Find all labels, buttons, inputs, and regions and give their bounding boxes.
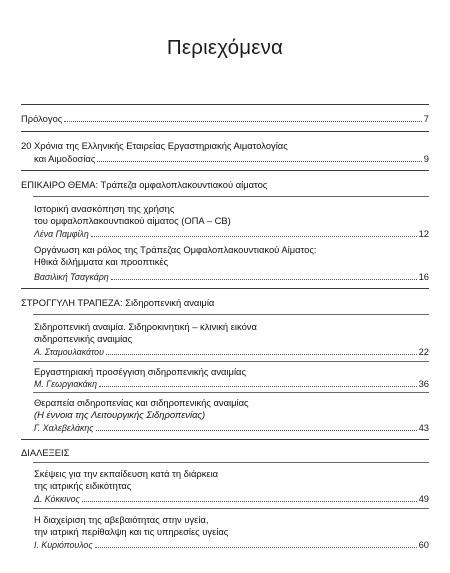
section-heading: ΣΤΡΟΓΓΥΛΗ ΤΡΑΠΕΖΑ: Σιδηροπενική αναιμία bbox=[21, 297, 215, 308]
section-divider bbox=[21, 439, 429, 440]
entry-title-line1: Θεραπεία σιδηροπενίας και σιδηροπενικής αναιμίας bbox=[34, 397, 249, 408]
page-number: 49 bbox=[418, 493, 429, 504]
subsection-divider bbox=[33, 361, 429, 362]
entry-title-line2: Ηθικά διλήμματα και προοπτικές bbox=[34, 256, 169, 267]
entry-title-line1: Εργαστηριακή προσέγγιση σιδηροπενικής αναιμίας bbox=[34, 366, 246, 377]
subsection-divider bbox=[33, 392, 429, 393]
entry-title-line2: (Η έννοια της Λειτουργικής Σιδηροπενίας) bbox=[34, 409, 206, 420]
toc-entry-prologue[interactable] bbox=[21, 113, 429, 125]
entry-title-line1: Οργάνωση και ρόλος της Τράπεζας Ομφαλοπλακουντιακού Αίματος: bbox=[34, 244, 317, 255]
leader-dots bbox=[106, 346, 417, 355]
entry-title-line1: Σιδηροπενική αναιμία. Σιδηροκινητική – κλινική εικόνα bbox=[34, 321, 257, 332]
entry-author: Α. Σταμουλακάτου bbox=[34, 347, 104, 357]
entry-title-line2: της ιατρικής ειδικότητας bbox=[34, 480, 132, 491]
page-number: 9 bbox=[423, 153, 429, 164]
leader-dots bbox=[95, 539, 417, 548]
toc-entry[interactable] bbox=[34, 271, 429, 283]
subsection-divider bbox=[33, 462, 429, 463]
toc-entry[interactable] bbox=[34, 422, 429, 434]
subsection-divider bbox=[33, 314, 429, 315]
page-title: Περιεχόμενα bbox=[166, 36, 284, 59]
entry-title-line1: Ιστορική ανασκόπηση της χρήσης bbox=[34, 203, 175, 214]
section-divider bbox=[21, 170, 429, 171]
entry-title-line1: Σκέψεις για την εκπαίδευση κατά τη διάρκεια bbox=[34, 468, 219, 479]
entry-author: Ι. Κυριόπουλος bbox=[34, 540, 93, 550]
entry-title-line1: 20 Χρόνια της Ελληνικής Εταιρείας Εργαστηριακής Αιματολογίας bbox=[21, 140, 288, 151]
leader-dots bbox=[111, 271, 417, 280]
toc-entry[interactable] bbox=[34, 539, 429, 551]
toc-entry[interactable] bbox=[34, 378, 429, 390]
leader-dots bbox=[91, 228, 417, 237]
subsection-divider bbox=[33, 196, 429, 197]
subsection-divider bbox=[33, 508, 429, 509]
entry-title-line2: και Αιμοδοσίας bbox=[34, 153, 96, 164]
section-divider bbox=[21, 104, 429, 105]
entry-author: Δ. Κόκκινος bbox=[34, 494, 80, 504]
section-divider bbox=[21, 131, 429, 132]
entry-title-line2: την ιατρική περίθαλψη και τις υπηρεσίες υγείας bbox=[34, 526, 229, 537]
leader-dots bbox=[82, 493, 417, 502]
toc-entry[interactable] bbox=[34, 493, 429, 505]
entry-title-line2: σιδηροπενικής αναιμίας bbox=[34, 333, 133, 344]
entry-title: Πρόλογος bbox=[21, 113, 63, 124]
leader-dots bbox=[96, 422, 417, 431]
page-number: 12 bbox=[418, 228, 429, 239]
leader-dots bbox=[97, 153, 421, 162]
page-number: 22 bbox=[418, 346, 429, 357]
section-divider bbox=[21, 288, 429, 289]
page-number: 43 bbox=[418, 422, 429, 433]
page-number: 7 bbox=[423, 113, 429, 124]
page-number: 60 bbox=[418, 539, 429, 550]
page-number: 36 bbox=[418, 378, 429, 389]
page-number: 16 bbox=[418, 271, 429, 282]
entry-author: Μ. Γεωργιακάκη bbox=[34, 379, 97, 389]
entry-author: Βασιλική Τσαγκάρη bbox=[34, 272, 109, 282]
toc-entry[interactable] bbox=[34, 346, 429, 358]
section-heading: ΕΠΙΚΑΙΡΟ ΘΕΜΑ: Τράπεζα ομφαλοπλακουντιακού αίματος bbox=[21, 179, 268, 190]
entry-author: Λένα Παμφίλη bbox=[34, 229, 89, 239]
entry-title-line1: Η διαχείριση της αβεβαιότητας στην υγεία, bbox=[34, 514, 209, 525]
entry-title-line2: του ομφαλοπλακουντιακού αίματος (ΟΠΑ – CB) bbox=[34, 215, 231, 226]
entry-author: Γ. Χαλεβελάκης bbox=[34, 423, 94, 433]
leader-dots bbox=[99, 378, 417, 387]
section-heading: ΔΙΑΛΕΞΕΙΣ bbox=[21, 447, 70, 458]
toc-entry-anniversary[interactable] bbox=[34, 153, 429, 165]
leader-dots bbox=[64, 113, 421, 122]
toc-entry[interactable] bbox=[34, 228, 429, 240]
